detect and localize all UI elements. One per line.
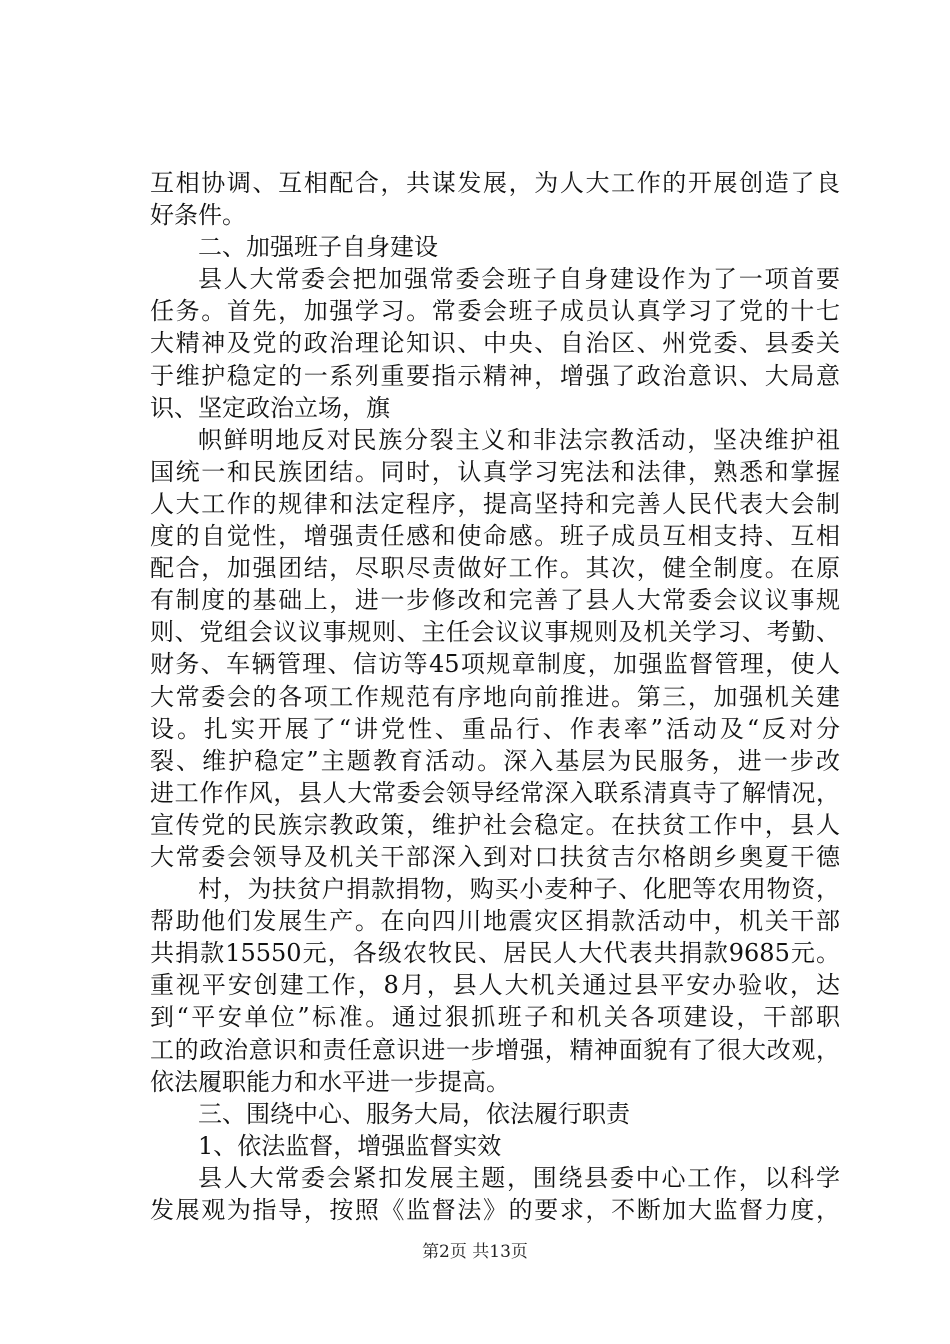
- text-line: 识、坚定政治立场，旗: [150, 393, 390, 422]
- page-footer: 第2页 共13页: [422, 1242, 528, 1262]
- text-line: 工的政治意识和责任意识进一步增强，精神面貌有了很大改观，: [150, 1035, 840, 1064]
- text-line: 有制度的基础上，进一步修改和完善了县人大常委会议议事规: [150, 586, 840, 615]
- text-line: 村，为扶贫户捐款捐物，购买小麦种子、化肥等农用物资，: [198, 875, 840, 904]
- text-line: 帮助他们发展生产。在向四川地震灾区捐款活动中，机关干部: [150, 907, 840, 936]
- text-line: 到“平安单位”标准。通过狠抓班子和机关各项建设，干部职: [150, 1003, 840, 1032]
- text-line: 宣传党的民族宗教政策，维护社会稳定。在扶贫工作中，县人: [150, 810, 840, 839]
- text-line: 人大工作的规律和法定程序，提高坚持和完善人民代表大会制: [150, 489, 840, 518]
- body-text: [150, 167, 840, 1226]
- text-line: 二、加强班子自身建设: [198, 233, 438, 262]
- text-line: 度的自觉性，增强责任感和使命感。班子成员互相支持、互相: [150, 522, 840, 551]
- text-line: 1、依法监督，增强监督实效: [198, 1131, 502, 1160]
- text-line: 国统一和民族团结。同时，认真学习宪法和法律，熟悉和掌握: [150, 457, 840, 486]
- text-line: 大常委会的各项工作规范有序地向前推进。第三，加强机关建: [150, 682, 840, 711]
- text-line: 县人大常委会紧扣发展主题，围绕县委中心工作，以科学: [198, 1163, 840, 1192]
- text-line: 帜鲜明地反对民族分裂主义和非法宗教活动，坚决维护祖: [198, 425, 840, 454]
- text-line: 任务。首先，加强学习。常委会班子成员认真学习了党的十七: [150, 297, 840, 326]
- text-line: 好条件。: [150, 201, 246, 230]
- text-line: 财务、车辆管理、信访等45项规章制度，加强监督管理，使人: [150, 650, 840, 679]
- text-line: 配合，加强团结，尽职尽责做好工作。其次，健全制度。在原: [150, 554, 840, 583]
- text-line: 依法履职能力和水平进一步提高。: [150, 1067, 510, 1096]
- text-line: 共捐款15550元，各级农牧民、居民人大代表共捐款9685元。: [150, 939, 840, 968]
- text-line: 大常委会领导及机关干部深入到对口扶贫吉尔格朗乡奥夏干德: [150, 842, 840, 871]
- text-line: 于维护稳定的一系列重要指示精神，增强了政治意识、大局意: [150, 361, 840, 390]
- text-line: 设。扎实开展了“讲党性、重品行、作表率”活动及“反对分: [150, 714, 840, 743]
- text-line: 发展观为指导，按照《监督法》的要求，不断加大监督力度，: [150, 1196, 840, 1224]
- text-line: 三、围绕中心、服务大局，依法履行职责: [198, 1099, 630, 1128]
- text-line: 重视平安创建工作，8月，县人大机关通过县平安办验收，达: [150, 971, 840, 1000]
- text-line: 大精神及党的政治理论知识、中央、自治区、州党委、县委关: [150, 329, 840, 358]
- text-line: 进工作作风，县人大常委会领导经常深入联系清真寺了解情况，: [150, 778, 840, 807]
- text-line: 则、党组会议议事规则、主任会议议事规则及机关学习、考勤、: [150, 618, 840, 647]
- text-line: 裂、维护稳定”主题教育活动。深入基层为民服务，进一步改: [150, 746, 840, 775]
- text-line: 互相协调、互相配合，共谋发展，为人大工作的开展创造了良: [150, 169, 840, 197]
- text-line: 县人大常委会把加强常委会班子自身建设作为了一项首要: [198, 265, 840, 294]
